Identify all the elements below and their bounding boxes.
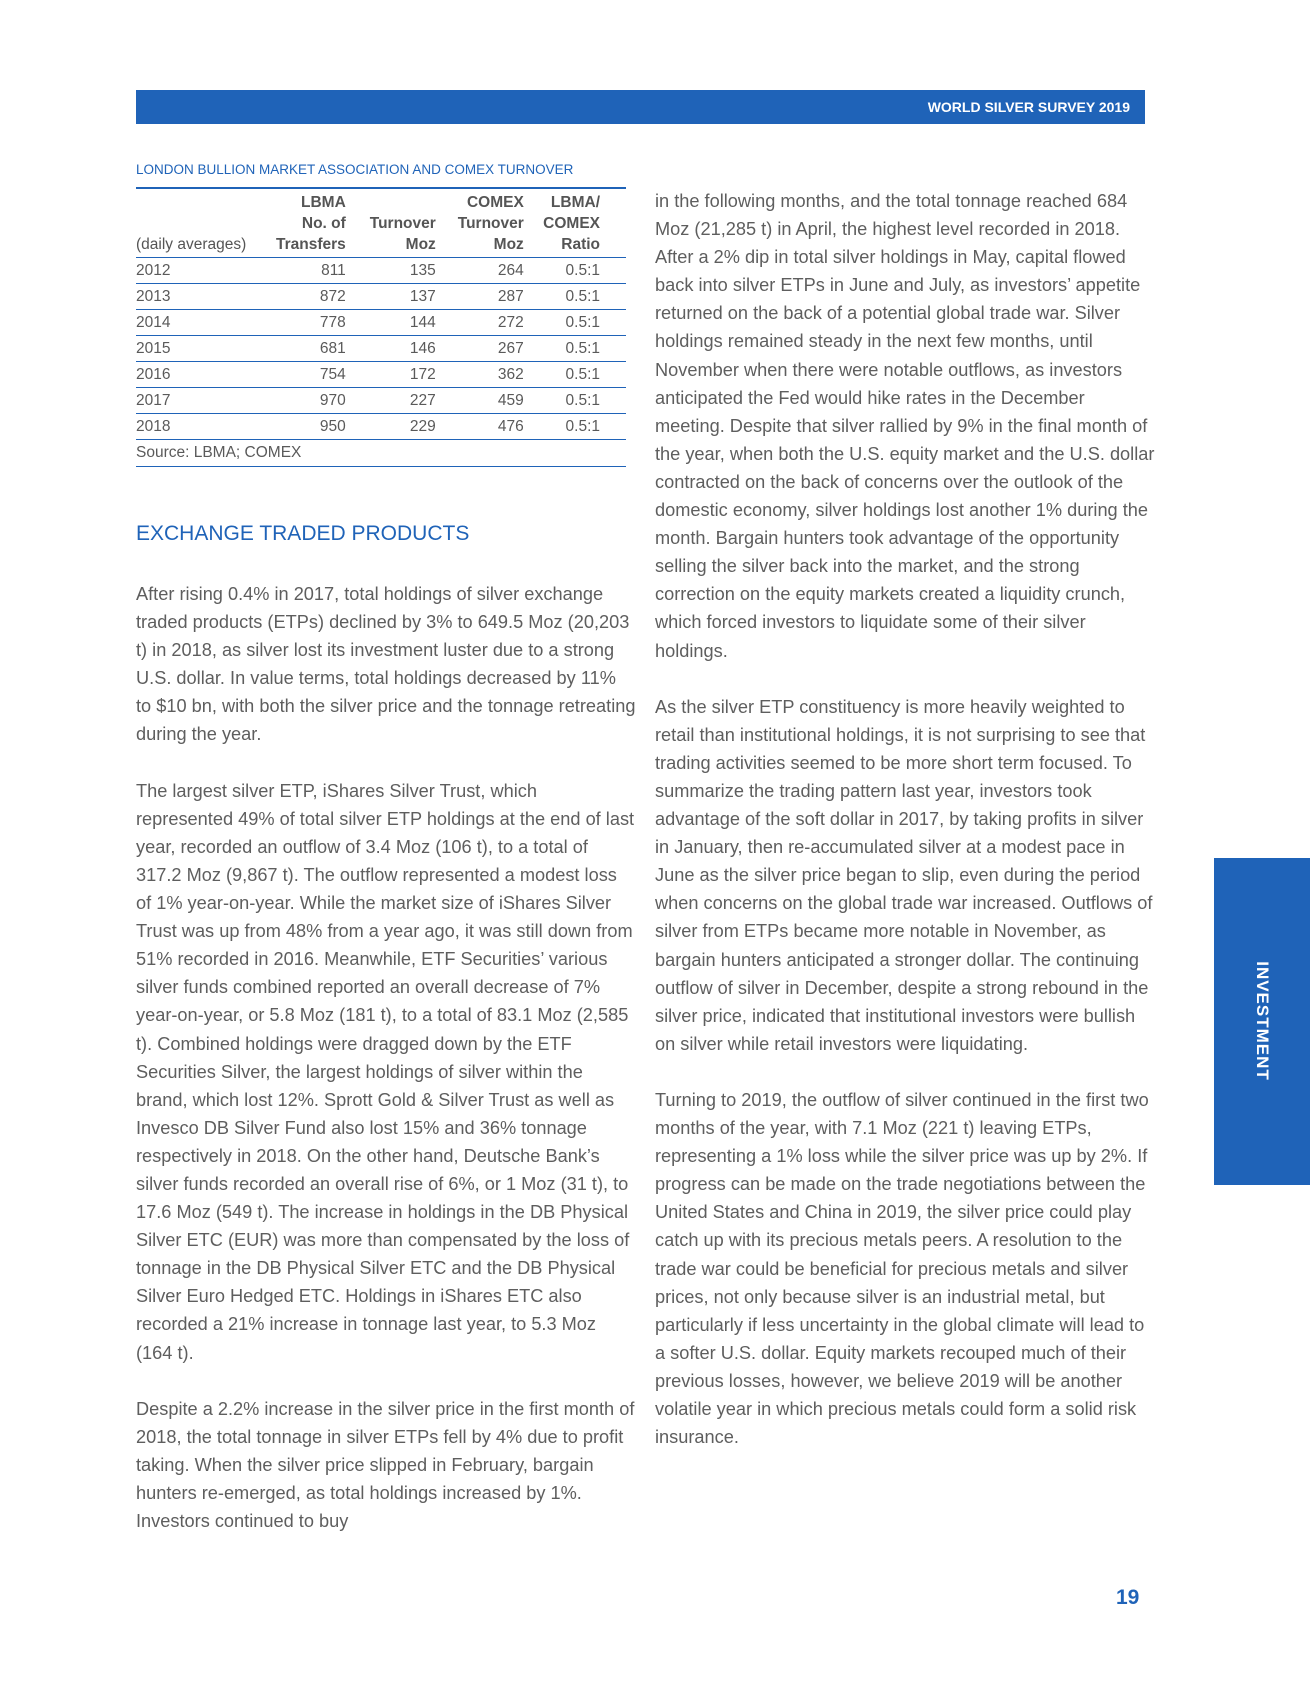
table-cell-comex-turnover: 267 [436, 336, 524, 362]
side-tab-label: INVESTMENT [1253, 961, 1272, 1081]
table-cell-year: 2013 [136, 284, 276, 310]
table-cell-ratio: 0.5:1 [524, 414, 626, 440]
table-source: Source: LBMA; COMEX [136, 440, 626, 467]
section-side-tab [1214, 858, 1310, 1185]
table-cell-comex-turnover: 272 [436, 310, 524, 336]
section-heading: EXCHANGE TRADED PRODUCTS [136, 522, 470, 545]
table-cell-lbma-turnover: 144 [346, 310, 436, 336]
table-cell-year: 2016 [136, 362, 276, 388]
table-cell-year: 2015 [136, 336, 276, 362]
table-cell-transfers: 970 [276, 388, 346, 414]
column-header-lbma-transfers: LBMA No. of Transfers [276, 194, 346, 253]
table-cell-lbma-turnover: 135 [346, 258, 436, 284]
table-cell-transfers: 681 [276, 336, 346, 362]
table-title: LONDON BULLION MARKET ASSOCIATION AND COMEX TURNOVER [136, 162, 574, 177]
table-cell-ratio: 0.5:1 [524, 258, 626, 284]
table-cell-comex-turnover: 264 [436, 258, 524, 284]
table-cell-ratio: 0.5:1 [524, 284, 626, 310]
table-cell-comex-turnover: 476 [436, 414, 524, 440]
table-cell-transfers: 811 [276, 258, 346, 284]
table-cell-ratio: 0.5:1 [524, 336, 626, 362]
table-cell-year: 2012 [136, 258, 276, 284]
report-title: WORLD SILVER SURVEY 2019 [927, 99, 1130, 115]
table-row [136, 258, 626, 284]
table-row [136, 284, 626, 310]
table-cell-lbma-turnover: 146 [346, 336, 436, 362]
table-row [136, 362, 626, 388]
table-cell-ratio: 0.5:1 [524, 388, 626, 414]
table-cell-comex-turnover: 362 [436, 362, 524, 388]
table-header-row [136, 188, 626, 258]
table-row [136, 310, 626, 336]
table-cell-ratio: 0.5:1 [524, 310, 626, 336]
column-header-ratio: LBMA/ COMEX Ratio [543, 194, 600, 253]
paragraph: in the following months, and the total tonnage reached 684 Moz (21,285 t) in April, the highest level recorded in 2018. After a 2% dip in total silver holdings in May, capital flowed back into silver ETPs in June and July, as investors’ appetite returned on the back of a potential global trade war. Silver holdings remained steady in the next few months, until November when there were notable outflows, as investors anticipated the Fed would hike rates in the December meeting. Despite that silver rallied by 9% in the final month of the year, when both the U.S. equity market and the U.S. dollar contracted on the back of concerns over the outlook of the domestic economy, silver holdings lost another 1% during the month. Bargain hunters took advantage of the opportunity selling the silver back into the market, and the strong correction on the equity markets created a liquidity crunch, which forced investors to liquidate some of their silver holdings. [655, 191, 1155, 661]
table-cell-year: 2018 [136, 414, 276, 440]
table-row [136, 414, 626, 440]
paragraph: The largest silver ETP, iShares Silver Trust, which represented 49% of total silver ETP holdings at the end of last year, recorded an outflow of 3.4 Moz (106 t), to a total of 317.2 Moz (9,867 t). The outflow represented a modest loss of 1% year-on-year. While the market size of iShares Silver Trust was up from 48% from a year ago, it was still down from 51% recorded in 2016. Meanwhile, ETF Securities’ various silver funds combined reported an overall decrease of 7% year-on-year, or 5.8 Moz (181 t), to a total of 83.1 Moz (2,585 t). Combined holdings were dragged down by the ETF Securities Silver, the largest holdings of silver within the brand, which lost 12%. Sprott Gold & Silver Trust as well as Invesco DB Silver Fund also lost 15% and 36% tonnage respectively in 2018. On the other hand, Deutsche Bank’s silver funds recorded an overall rise of 6%, or 1 Moz (31 t), to 17.6 Moz (549 t). The increase in holdings in the DB Physical Silver ETC (EUR) was more than compensated by the loss of tonnage in the DB Physical Silver ETC and the DB Physical Silver Euro Hedged ETC. Holdings in iShares ETC also recorded a 21% increase in tonnage last year, to 5.3 Moz (164 t). [136, 780, 635, 1363]
table-row [136, 388, 626, 414]
paragraph: After rising 0.4% in 2017, total holdings of silver exchange traded products (ETPs) declined by 3% to 649.5 Moz (20,203 t) in 2018, as silver lost its investment luster due to a strong U.S. dollar. In value terms, total holdings decreased by 11% to $10 bn, with both the silver price and the tonnage retreating during the year. [136, 584, 636, 745]
table-cell-transfers: 778 [276, 310, 346, 336]
column-header-lbma-turnover: Turnover Moz [369, 215, 436, 253]
paragraph: As the silver ETP constituency is more heavily weighted to retail than institutional holdings, it is not surprising to see that trading activities seemed to be more short term focused. To summarize the trading pattern last year, investors took advantage of the soft dollar in 2017, by taking profits in silver in January, then re-accumulated silver at a modest pace in June as the silver price began to slip, even during the period when concerns on the global trade war increased. Outflows of silver from ETPs became more notable in November, as bargain hunters anticipated a stronger dollar. The continuing outflow of silver in December, despite a strong rebound in the silver price, indicated that institutional investors were bullish on silver while retail investors were liquidating. [655, 696, 1153, 1054]
table-cell-comex-turnover: 287 [436, 284, 524, 310]
page-number: 19 [1116, 1586, 1140, 1609]
column-header-period: (daily averages) [136, 236, 247, 253]
table-source-row [136, 440, 626, 467]
right-text-column [655, 187, 1155, 1479]
table-cell-lbma-turnover: 172 [346, 362, 436, 388]
table-cell-year: 2017 [136, 388, 276, 414]
table-cell-comex-turnover: 459 [436, 388, 524, 414]
turnover-table [136, 187, 626, 467]
table-cell-lbma-turnover: 229 [346, 414, 436, 440]
table-cell-lbma-turnover: 227 [346, 388, 436, 414]
left-text-column [136, 580, 636, 1563]
table-cell-year: 2014 [136, 310, 276, 336]
table-row [136, 336, 626, 362]
table-cell-transfers: 754 [276, 362, 346, 388]
table-cell-transfers: 950 [276, 414, 346, 440]
table-cell-lbma-turnover: 137 [346, 284, 436, 310]
paragraph: Despite a 2.2% increase in the silver price in the first month of 2018, the total tonnage in silver ETPs fell by 4% due to profit taking. When the silver price slipped in February, bargain hunters re-emerged, as total holdings increased by 1%. Investors continued to buy [136, 1398, 635, 1532]
column-header-comex-turnover: COMEX Turnover Moz [457, 194, 524, 253]
header-bar [136, 90, 1145, 124]
paragraph: Turning to 2019, the outflow of silver continued in the first two months of the year, with 7.1 Moz (221 t) leaving ETPs, representing a 1% loss while the silver price was up by 2%. If progress can be made on the trade negotiations between the United States and China in 2019, the silver price could play catch up with its precious metals peers. A resolution to the trade war could be beneficial for precious metals and silver prices, not only because silver is an industrial metal, but particularly if less uncertainty in the global climate will lead to a softer U.S. dollar. Equity markets recouped much of their previous losses, however, we believe 2019 will be another volatile year in which precious metals could form a solid risk insurance. [655, 1090, 1149, 1448]
table-cell-transfers: 872 [276, 284, 346, 310]
table-cell-ratio: 0.5:1 [524, 362, 626, 388]
